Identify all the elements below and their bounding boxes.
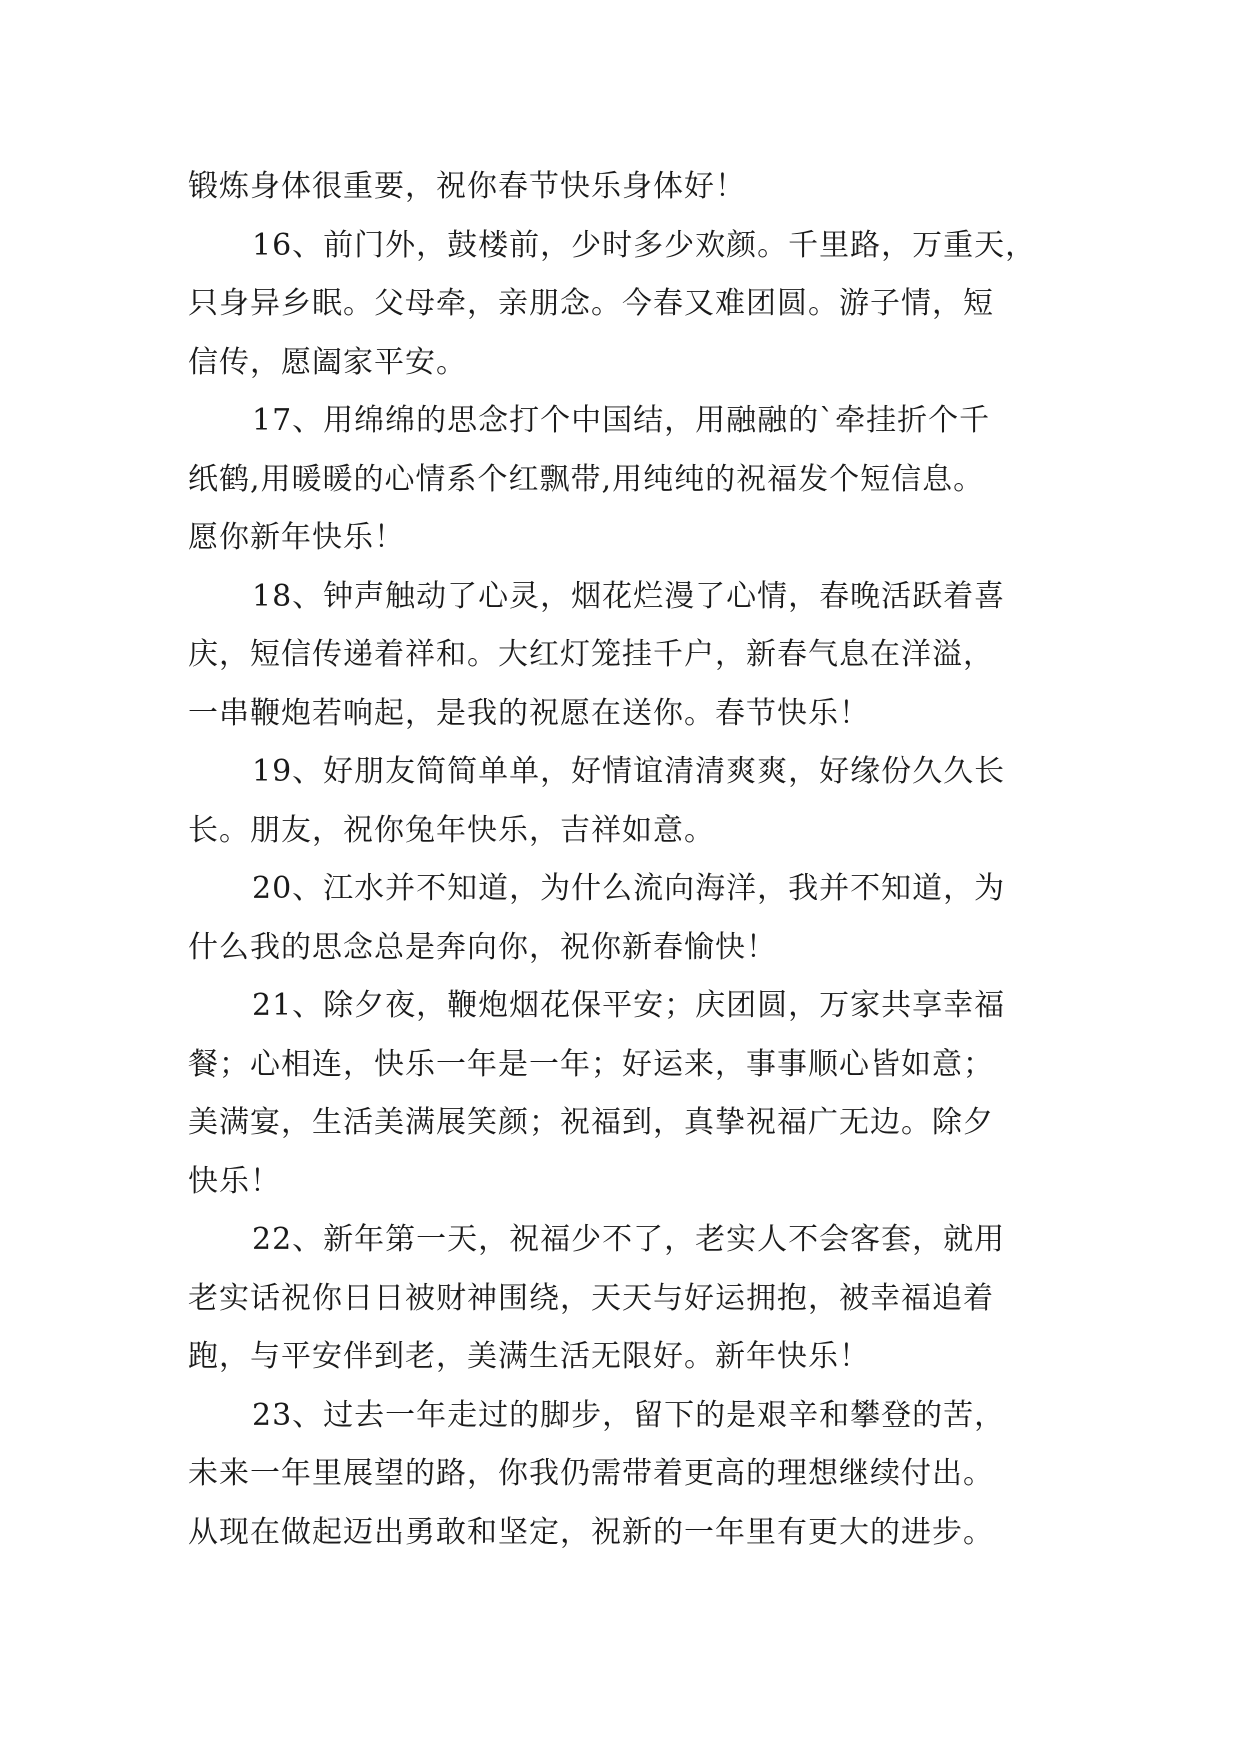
paragraph-21 [188,977,1068,1211]
text-line: 23、过去一年走过的脚步，留下的是艰辛和攀登的苦， [252,1397,1006,1433]
paragraph-15-tail [188,158,1068,217]
text-line: 16、前门外，鼓楼前，少时多少欢颜。千里路，万重天， [252,227,1037,263]
paragraph-20 [188,860,1068,977]
text-line: 未来一年里展望的路，你我仍需带着更高的理想继续付出。 [188,1456,994,1491]
paragraph-16 [188,217,1068,393]
paragraph-17 [188,392,1068,568]
text-line: 20、江水并不知道，为什么流向海洋，我并不知道，为 [252,871,1006,906]
text-line: 老实话祝你日日被财神围绕，天天与好运拥抱，被幸福追着 [188,1280,994,1316]
text-line: 愿你新年快乐！ [188,520,405,555]
text-line: 长。朋友，祝你兔年快乐，吉祥如意。 [188,812,715,848]
text-line: 跑，与平安伴到老，美满生活无限好。新年快乐！ [188,1339,870,1374]
text-line: 只身异乡眠。父母牵，亲朋念。今春又难团圆。游子情，短 [188,286,994,321]
text-line: 21、除夕夜，鞭炮烟花保平安；庆团圆，万家共享幸福 [252,988,1006,1023]
text-line: 18、钟声触动了心灵，烟花烂漫了心情，春晚活跃着喜 [252,578,1006,614]
text-line: 信传，愿阖家平安。 [188,344,467,380]
text-line: 22、新年第一天，祝福少不了，老实人不会客套，就用 [252,1222,1006,1257]
text-line: 纸鹤,用暖暖的心情系个红飘带,用纯纯的祝福发个短信息。 [188,461,985,497]
text-line: 快乐！ [188,1163,281,1199]
text-line: 庆，短信传递着祥和。大红灯笼挂千户，新春气息在洋溢， [188,637,994,672]
text-line: 17、用绵绵的思念打个中国结，用融融的`牵挂折个千 [252,403,991,438]
text-line: 什么我的思念总是奔向你，祝你新春愉快！ [188,929,777,965]
text-line: 锻炼身体很重要，祝你春节快乐身体好！ [188,169,746,204]
paragraph-23 [188,1387,1068,1563]
text-line: 餐；心相连，快乐一年是一年；好运来，事事顺心皆如意； [188,1046,994,1082]
paragraph-19 [188,743,1068,860]
document-page [188,158,1068,1562]
text-line: 一串鞭炮若响起，是我的祝愿在送你。春节快乐！ [188,695,870,731]
paragraph-22 [188,1211,1068,1387]
paragraph-18 [188,568,1068,744]
text-line: 从现在做起迈出勇敢和坚定，祝新的一年里有更大的进步。 [188,1514,994,1550]
text-line: 美满宴，生活美满展笑颜；祝福到，真挚祝福广无边。除夕 [188,1105,994,1140]
text-line: 19、好朋友简简单单，好情谊清清爽爽，好缘份久久长 [252,754,1006,789]
